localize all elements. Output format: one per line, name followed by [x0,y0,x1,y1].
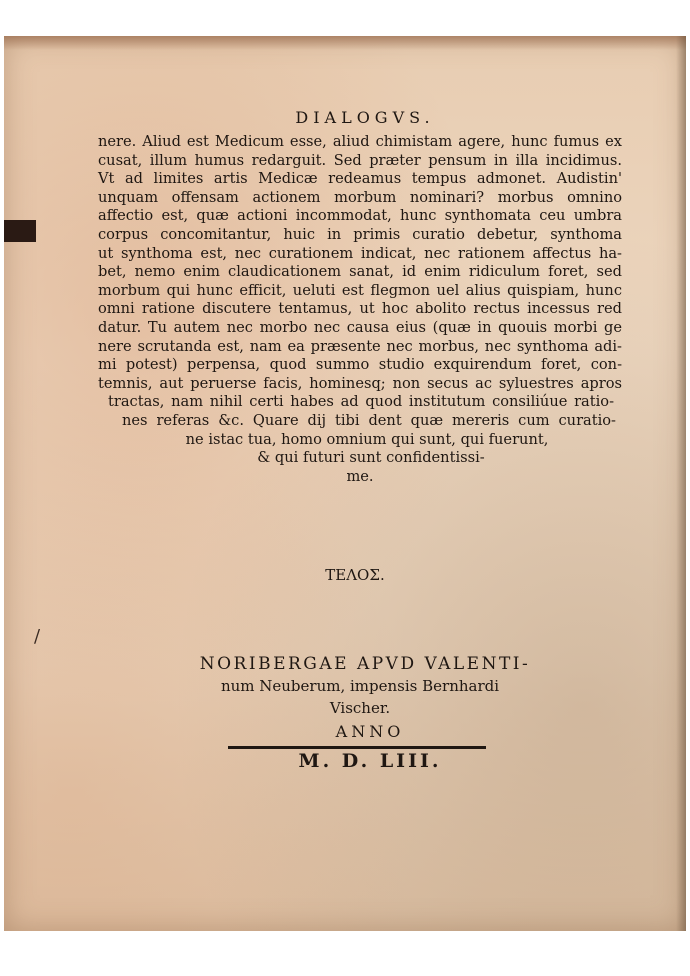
body-line: nere. Aliud est Medicum esse, aliud chimistam agere, hunc fumus ex [98,133,622,150]
margin-tab-mark [4,220,36,242]
body-line: cusat, illum humus redarguit. Sed præter pensum in illa incidimus. [98,151,622,169]
body-line: nere scrutanda est, nam ea præsente nec morbus, nec synthoma adi- [98,337,622,355]
body-line: tractas, nam nihil certi habes ad quod institutum consiliúue ratio- [108,393,614,411]
body-line: unquam offensam actionem morbum nominari? morbus omnino [98,188,622,206]
imprint-line-1: NORIBERGAE APVD VALENTI- [199,654,531,674]
body-line: mi potest) perpensa, quod summo studio exquirendum foret, con- [98,356,622,374]
body-line: ut synthoma est, nec curationem indicat, nec rationem affectus ha- [98,244,622,262]
book-page-scan [4,36,686,931]
body-line: omni ratione discutere tentamus, ut hoc abolito rectus incessus red [98,300,622,318]
body-line: morbum qui hunc efficit, ueluti est flegmon uel alius quispiam, hunc [98,281,622,299]
anno-label: ANNO [335,722,405,741]
body-line: Vt ad limites artis Medicæ redeamus tempus admonet. Audistin' [98,170,622,188]
imprint-line-2: num Neuberum, impensis Bernhardi [220,677,500,695]
body-line: & qui futuri sunt confidentissi- [257,449,485,467]
body-text [98,133,622,486]
body-line: nes referas &c. Quare dij tibi dent quæ mereris cum curatio- [122,411,616,429]
body-line: corpus concomitantur, huic in primis curatio debetur, synthoma [98,225,622,243]
closing-word: ΤΕΛΟΣ. [325,566,385,584]
page-gutter-shadow [676,36,686,931]
margin-ink-mark: / [34,626,41,647]
body-line: affectio est, quæ actioni incommodat, hunc synthomata ceu umbra [98,207,622,225]
publication-year: M. D. LIII. [298,750,442,772]
running-title: DIALOGVS. [295,108,435,127]
body-line: bet, nemo enim claudicationem sanat, id enim ridiculum foret, sed [98,263,622,281]
divider-rule [228,746,486,749]
body-line: temnis, aut peruerse facis, hominesq; non secus ac syluestres apros [98,374,622,392]
page-top-shadow [4,36,686,50]
body-line: me. [346,467,374,485]
body-line: datur. Tu autem nec morbo nec causa eius (quæ in quouis morbi ge [98,318,622,336]
imprint-line-3: Vischer. [329,699,391,717]
body-line: ne istac tua, homo omnium qui sunt, qui fuerunt, [185,430,549,448]
